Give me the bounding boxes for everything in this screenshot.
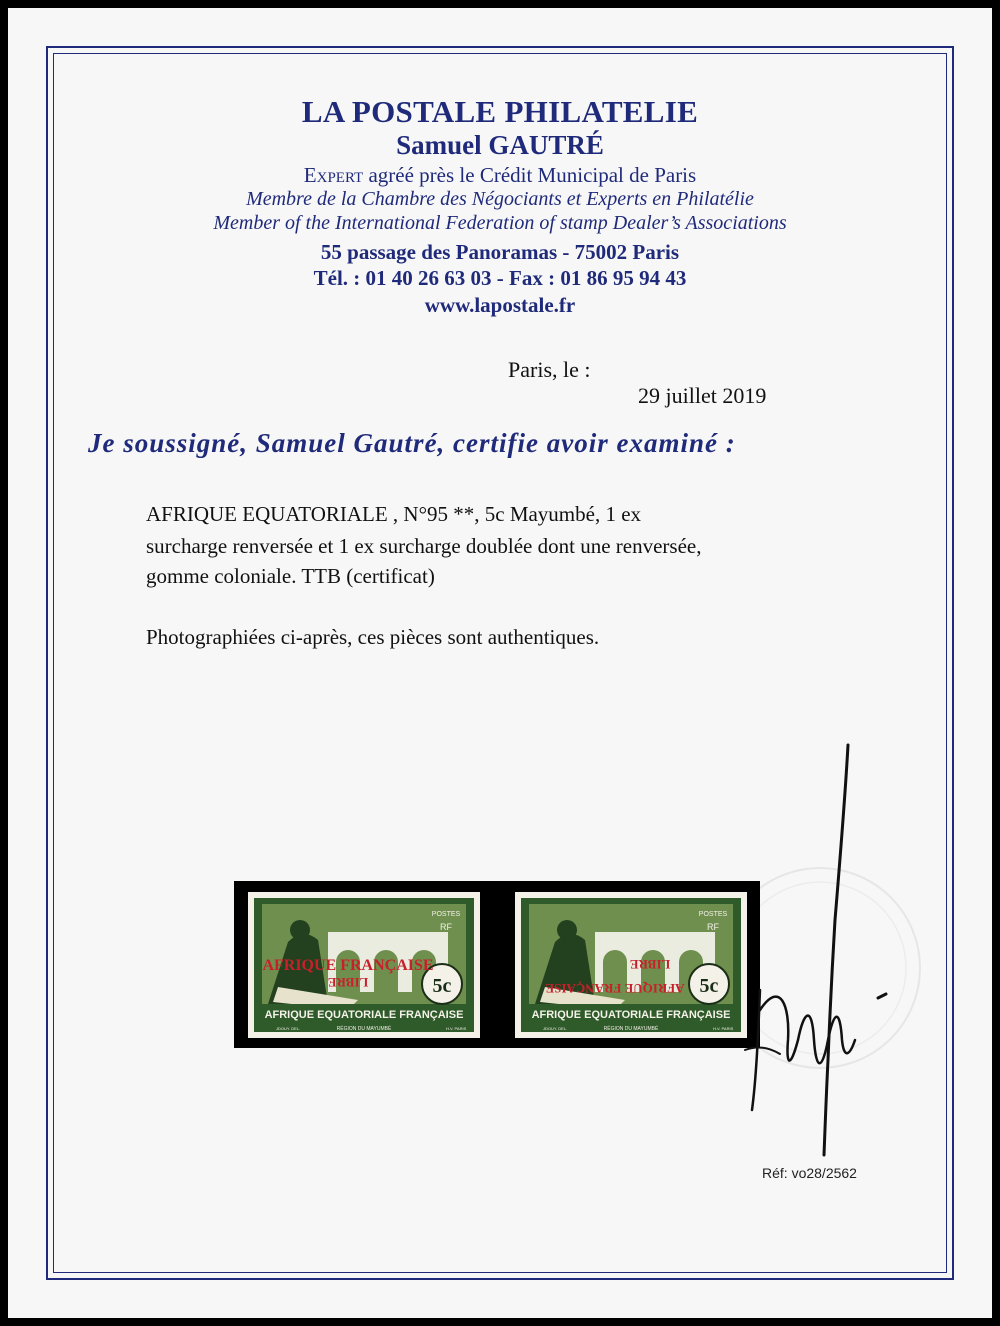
stamp-rf: RF: [707, 922, 719, 932]
certificate-date: 29 juillet 2019: [638, 383, 767, 408]
description-line: AFRIQUE EQUATORIALE , N°95 **, 5c Mayumbé, 1 ex: [146, 502, 642, 526]
stamp-postes: POSTES: [431, 911, 461, 918]
postal-address: 55 passage des Panoramas - 75002 Paris: [320, 240, 680, 264]
stamp-region: RÉGION DU MAYUMBÉ: [336, 1026, 392, 1032]
membership-english: Member of the International Federation of stamp Dealer’s Associations: [213, 212, 787, 234]
stamp-region: RÉGION DU MAYUMBÉ: [603, 1026, 659, 1032]
expert-prefix: E: [303, 163, 317, 187]
handwritten-signature: [640, 740, 900, 1160]
overprint-line2-inverted: LIBRE: [629, 957, 671, 972]
expert-smallcaps: XPERT: [316, 170, 364, 186]
website: www.lapostale.fr: [424, 293, 576, 317]
stamp-value: 5c: [699, 975, 719, 997]
expert-rest: agréé près le Crédit Municipal de Paris: [363, 163, 697, 187]
stamp-rf: RF: [440, 922, 452, 932]
description-line: surcharge renversée et 1 ex surcharge doublée dont une renversée,: [146, 534, 702, 558]
stamp-country: AFRIQUE EQUATORIALE FRANÇAISE: [531, 1009, 731, 1021]
overprint-line1-inverted: AFRIQUE FRANÇAISE: [545, 981, 685, 996]
phone-fax: Tél. : 01 40 26 63 03 - Fax : 01 86 95 94 43: [313, 266, 687, 290]
stamp-printer-right: H.V. PARIS: [713, 1026, 734, 1031]
authenticity-conclusion: Photographiées ci-après, ces pièces sont authentiques.: [146, 625, 600, 649]
stamp-printer-left: JDOUY. DEL.: [276, 1026, 301, 1031]
membership-french: Membre de la Chambre des Négociants et Experts en Philatélie: [246, 188, 754, 210]
overprint-line1: AFRIQUE FRANÇAISE: [262, 957, 434, 974]
certification-statement: Je soussigné, Samuel Gautré, certifie avoir examiné :: [88, 428, 736, 458]
certificate-reference: Réf: vo28/2562: [762, 1165, 857, 1181]
place-label: Paris, le :: [508, 357, 591, 382]
expert-name: Samuel GAUTRÉ: [396, 130, 604, 160]
expert-accreditation: [0, 163, 1000, 188]
stamp-value: 5c: [432, 975, 452, 997]
overprint-line2-inverted: LIBRE: [327, 975, 369, 990]
stamp-printer-right: H.V. PARIS: [446, 1026, 467, 1031]
stamp-printer-left: JDOUY. DEL.: [543, 1026, 568, 1031]
company-name: LA POSTALE PHILATELIE: [301, 94, 699, 129]
stamp-postes: POSTES: [698, 911, 728, 918]
stamp-country: AFRIQUE EQUATORIALE FRANÇAISE: [264, 1009, 464, 1021]
description-line: gomme coloniale. TTB (certificat): [146, 564, 435, 588]
stamp-inverted-overprint: [248, 892, 480, 1038]
